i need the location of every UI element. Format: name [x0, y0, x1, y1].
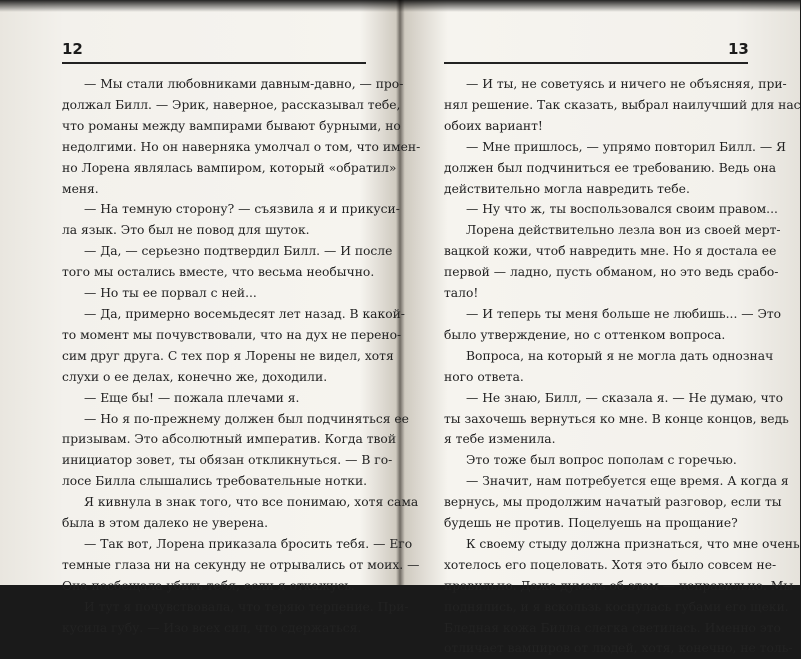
text-line: — И ты, не советуясь и ничего не объясняя, при-	[466, 77, 787, 91]
text-line: вацкой кожи, чтоб навредить мне. Но я достала ее	[444, 244, 777, 259]
text-line: того мы остались вместе, что весьма необычно.	[62, 265, 375, 280]
text-line: правильно. Даже думать об этом — неправильно. Мы	[444, 578, 794, 593]
text-line: ты захочешь вернуться ко мне. В конце концов, ведь	[444, 411, 789, 426]
text-line: слухи о ее делах, конечно же, доходили.	[62, 369, 328, 384]
page-number: 12	[62, 40, 83, 58]
text-line: но Лорена являлась вампиром, который «обратил»	[62, 160, 397, 175]
text-line: было утверждение, но с оттенком вопроса.	[444, 327, 726, 342]
text-line: я тебе изменила.	[444, 432, 556, 447]
page-text	[62, 74, 421, 638]
text-line: — Мы стали любовниками давным-давно, — про-	[84, 77, 404, 91]
text-line: обоих вариант!	[444, 118, 543, 133]
text-line: призывам. Это абсолютный императив. Когда твой	[62, 432, 397, 447]
text-line: должал Билл. — Эрик, наверное, рассказывал тебе,	[62, 97, 401, 112]
right-page	[402, 0, 801, 656]
text-line: — Ну что ж, ты воспользовался своим правом...	[466, 202, 778, 217]
text-line: ла язык. Это был не повод для шуток.	[62, 223, 310, 238]
text-line: Лорена действительно лезла вон из своей мерт-	[466, 223, 781, 238]
text-line: будешь не против. Поцелуешь на прощание?	[444, 516, 738, 531]
text-line: отличает вампиров от людей, хотя, конечно, не толь-	[444, 641, 793, 656]
text-line: вернусь, мы продолжим начатый разговор, если ты	[444, 495, 782, 510]
header-rule	[62, 62, 366, 64]
text-line: Она посбещала убить тебя, если я откажусь.	[62, 578, 355, 593]
text-line: тало!	[444, 286, 479, 301]
text-line: ного ответа.	[444, 369, 524, 384]
text-line: — И теперь ты меня больше не любишь... — Это	[466, 306, 782, 321]
text-line: — Но я по-прежнему должен был подчиняться ее	[84, 411, 409, 426]
text-line: Вопроса, на который я не могла дать однознач	[466, 348, 774, 363]
text-line: хотелось его поцеловать. Хотя это было совсем не-	[444, 557, 777, 572]
text-line: то момент мы почувствовали, что на дух не перено-	[62, 327, 402, 342]
text-line: Это тоже был вопрос пополам с горечью.	[466, 453, 737, 468]
text-line: темные глаза ни на секунду не отрывались от моих. —	[62, 557, 420, 572]
page-text	[444, 74, 801, 659]
text-line: меня.	[62, 181, 99, 196]
header-rule	[444, 62, 748, 64]
page-number: 13	[728, 40, 749, 58]
text-line: Я кивнула в знак того, что все понимаю, хотя сама	[84, 495, 419, 510]
text-line: должен был подчиниться ее требованию. Ведь она	[444, 160, 777, 175]
text-line: — Значит, нам потребуется еще время. А когда я	[466, 474, 789, 489]
text-line: нял решение. Так сказать, выбрал наилучший для нас	[444, 97, 801, 112]
text-line: — Мне пришлось, — упрямо повторил Билл. — Я	[466, 139, 786, 154]
text-line: лосе Билла слышались требовательные нотки.	[62, 474, 368, 489]
text-line: — Еще бы! — пожала плечами я.	[84, 390, 300, 405]
text-line: инициатор зовет, ты обязан откликнуться. — В го-	[62, 453, 393, 468]
text-line: — Да, — серьезно подтвердил Билл. — И после	[84, 244, 393, 259]
text-line: была в этом далеко не уверена.	[62, 516, 269, 531]
text-line: — Не знаю, Билл, — сказала я. — Не думаю, что	[466, 390, 783, 405]
text-line: сим друг друга. С тех пор я Лорены не видел, хотя	[62, 348, 394, 363]
text-line: что романы между вампирами бывают бурными, но	[62, 118, 401, 133]
text-line: К своему стыду должна признаться, что мне очень	[466, 536, 800, 551]
text-line: кусила губу. — Изо всех сил, что сдержаться.	[62, 620, 362, 635]
text-line: — Так вот, Лорена приказала бросить тебя. — Его	[84, 536, 413, 551]
text-line: поднялись, и я вскользь коснулась губами его щеки.	[444, 599, 789, 614]
text-line: Бледная кожа Билла слегка светилась. Именно это	[444, 620, 781, 635]
text-line: действительно могла навредить тебе.	[444, 181, 690, 196]
text-line: — Да, примерно восемьдесят лет назад. В какой-	[84, 306, 405, 321]
text-line: первой — ладно, пусть обманом, но это ведь срабо-	[444, 265, 779, 280]
text-line: И тут я почувствовала, что теряю терпение. При-	[84, 599, 409, 614]
text-line: — Но ты ее порвал с ней...	[84, 286, 257, 301]
text-line: недолгими. Но он наверняка умолчал о том, что имен-	[62, 139, 421, 154]
text-line: — На темную сторону? — съязвила я и прикуси-	[84, 202, 400, 217]
